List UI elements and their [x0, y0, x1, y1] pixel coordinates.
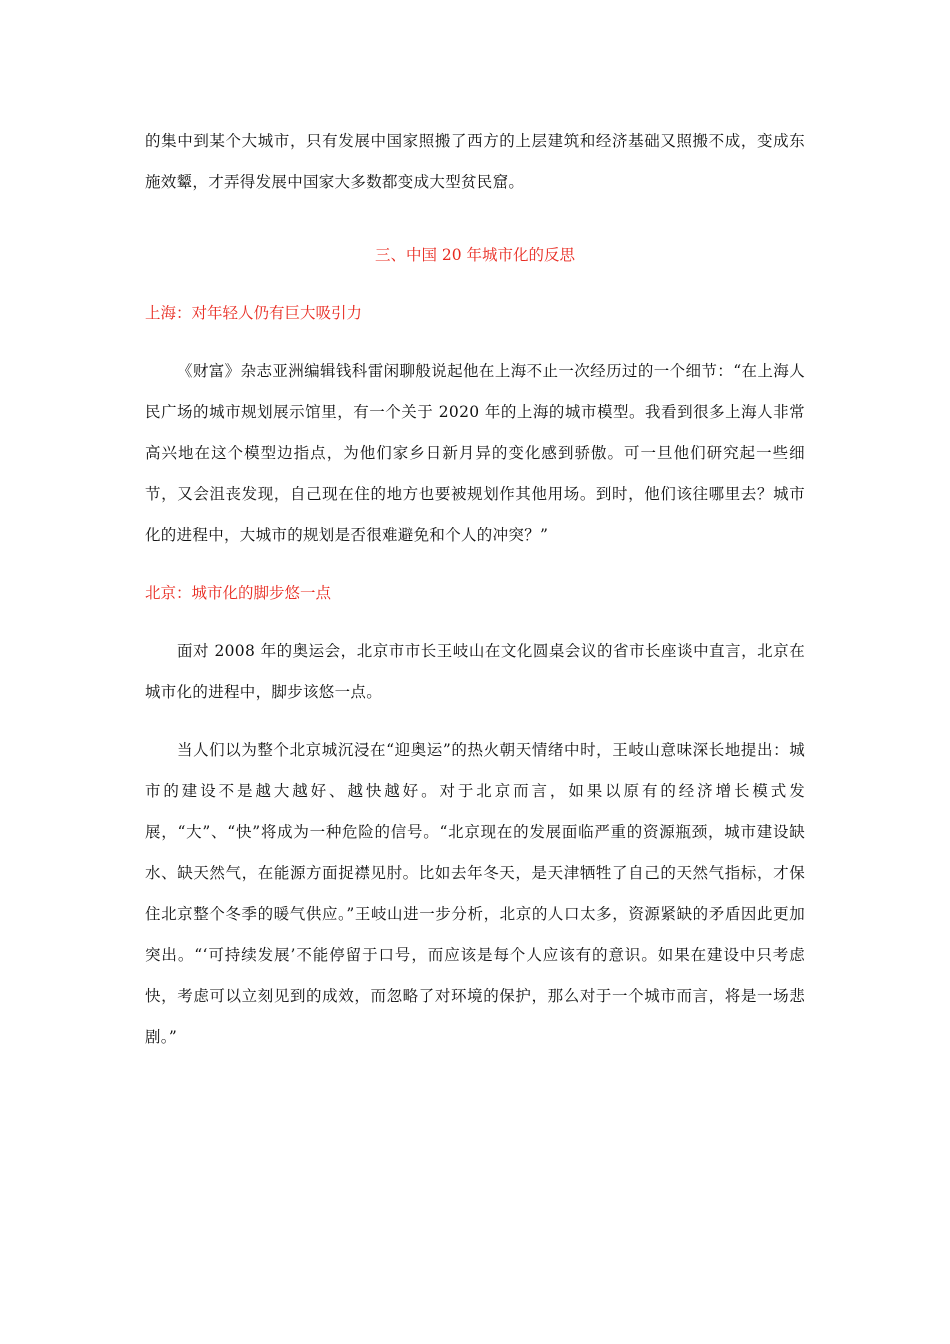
spacer [145, 556, 805, 573]
spacer [145, 713, 805, 730]
section-title: 三、中国 20 年城市化的反思 [374, 246, 576, 264]
spacer [145, 203, 805, 235]
beijing-paragraph-2: 当人们以为整个北京城沉浸在“迎奥运”的热火朝天情绪中时，王岐山意味深长地提出：城市的建设不是越大越好、越快越好。对于北京而言，如果以原有的经济增长模式发展，“大”、“快”将成为一种危险的信号。“北京现在的发展面临严重的资源瓶颈，城市建设缺水、缺天然气，在能源方面捉襟见肘。比如去年冬天，是天津牺牲了自己的天然气指标，才保住北京整个冬季的暖气供应。”王岐山进一步分析，北京的人口太多，资源紧缺的矛盾因此更加突出。“‘可持续发展’不能停留于口号，而应该是每个人应该有的意识。如果在建设中只考虑快，考虑可以立刻见到的成效，而忽略了对环境的保护，那么对于一个城市而言，将是一场悲剧。” [145, 741, 805, 1046]
intro-paragraph: 的集中到某个大城市，只有发展中国家照搬了西方的上层建筑和经济基础又照搬不成，变成东施效颦，才弄得发展中国家大多数都变成大型贫民窟。 [145, 132, 805, 191]
spacer [145, 276, 805, 293]
shanghai-paragraph: 《财富》杂志亚洲编辑钱科雷闲聊般说起他在上海不止一次经历过的一个细节：“在上海人民广场的城市规划展示馆里，有一个关于 2020 年的上海的城市模型。我看到很多上海人非常高兴地在这个模型边指点，为他们家乡日新月异的变化感到骄傲。可一旦他们研究起一些细节，又会沮丧发现，自己现在住的地方也要被规划作其他用场。到时，他们该往哪里去？城市化的进程中，大城市的规划是否很难避免和个人的冲突？” [145, 362, 805, 544]
beijing-heading: 北京：城市化的脚步悠一点 [145, 584, 332, 602]
spacer [145, 614, 805, 631]
spacer [145, 334, 805, 351]
document-body [145, 121, 805, 1058]
shanghai-heading: 上海：对年轻人仍有巨大吸引力 [145, 304, 363, 322]
beijing-paragraph-1: 面对 2008 年的奥运会，北京市市长王岐山在文化圆桌会议的省市长座谈中直言，北京在城市化的进程中，脚步该悠一点。 [145, 642, 805, 701]
